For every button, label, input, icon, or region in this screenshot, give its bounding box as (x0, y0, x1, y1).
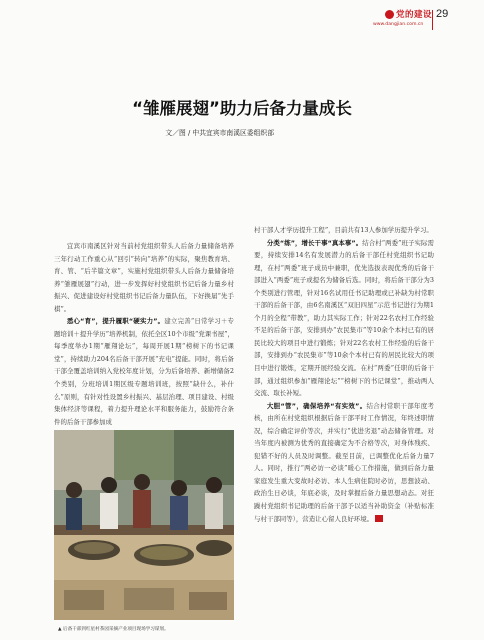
masthead-logo (385, 6, 433, 22)
section-heading: 大胆“管”，确保培养“有实效”。 (266, 401, 367, 410)
section-heading: 悉心“育”，提升履职“硬实力”。 (66, 317, 165, 326)
masthead-url: www.dangjian.com.cn (373, 22, 424, 27)
section-paragraph (254, 400, 434, 525)
section-paragraph (254, 237, 434, 400)
section-body: 结合村“两委”班子实际需要，持续安排14名有发展潜力的后备干部任村党组织书记助理，在村“两委”班子成员中兼职，优先选拔表现优秀的后备干部进入“两委”班子或提名为储备后选。同时，将后备干部分为3个类别进行管理，针对16名试用任书记助理或已补缺为村常职干部的后备干部，由6名南溪区“双旧四星”示范书记进行为期1个月的全程“带教”，助力其实际工作；针对22名农村工作经验不足的后备干部，安排到办“农民集市”等10余个本村已有的居民比较大的项目中进行锻炼；针对22名农村工作经验的后备干部，安排到办“农民集市”等10余个本村已有的居民比较大的项目中进行锻炼，定期开展经验交流。在村“两委”任职的后备干部，通过组织参加“雁翔论坛”“榜树下的书记课堂”，推动两人交流、取长补短。 (254, 238, 434, 398)
section-body: 结合村常职干部年度考核，由所在村党组织根据后备干部平时工作情况，年终述职情况，综合确定评价等次，并实行“优进劣退”动态储备管理。对当年度内被测为优秀的直接确定为不合格等次，对身体残疾、犯错不好的人员及时调整。截至目前，已调整优化后备力量7人。同时，推行“两必访一必谈”暖心工作措施，做到后备力量家庭发生重大变故时必访、本人生病住院时必访，思想波动、政治生日必谈，年底必谈，及时掌握后备力量思想动态。对狂躁村党组织书记助理的后备干部予以适当补助资金（补贴标准与村干部同等），营造让心留人良好环境。 (254, 401, 434, 523)
section-body: 建立完善“日常学习＋专题培训＋提升学历”培养机制，依托全区10个市级“党课书屋”，每季度举办1期“雁翔论坛”，每周开展1期“榜树下的书记课堂”，持续助力204名后备干部开展“充电”提能。同时，将后备干部全覆盖培训纳入党校年度计划，分为后备培养、新增储备2个类别，分班培训1期区级专题培训班，按照“缺什么，补什么”原则，有针对性设置乡村振兴、基层治理、项目建设、村级集体经济等课程，着力提升理论水平和服务能力，鼓励符合条件的后备干部参加成 (54, 317, 234, 426)
section-heading: 分类“练”，增长干事“真本事”。 (266, 238, 363, 247)
article-byline: 文／图 / 中共宜宾市南溪区委组织部 (165, 129, 274, 137)
article-photo (54, 430, 234, 620)
section-paragraph (54, 315, 234, 428)
article-title: “雏雁展翅”助力后备力量成长 (132, 99, 352, 118)
photo-caption: ▲ 后备干部到红星村茶园采摘产业项目现场学习谋划。 (58, 627, 169, 632)
continued-paragraph: 村干部人才学历提升工程”，目前共有13人参加学历提升学习。 (254, 226, 433, 234)
header-divider (432, 10, 433, 30)
body-column-right (254, 224, 434, 525)
party-emblem-icon (385, 10, 394, 19)
body-column-left (54, 240, 234, 428)
end-of-article-icon (375, 515, 383, 522)
page-number: 29 (436, 8, 449, 20)
tea-workshop-illustration (54, 430, 234, 620)
masthead-logo-text: 党的建设 (396, 10, 433, 20)
intro-paragraph: 宜宾市南溪区针对当前村党组织带头人后备力量储备培养三年行动工作重心从“回引”转向“培养”的实际，聚焦教育培、育、管、“后半篇文章”，实施村党组织带头人后备力量储备培养“雏雁展翅”行动，进一步发挥好村党组织书记后备力量乡村振兴、促进建设好村党组织书记后备力量队伍，下好换届“先手棋”。 (54, 242, 234, 313)
